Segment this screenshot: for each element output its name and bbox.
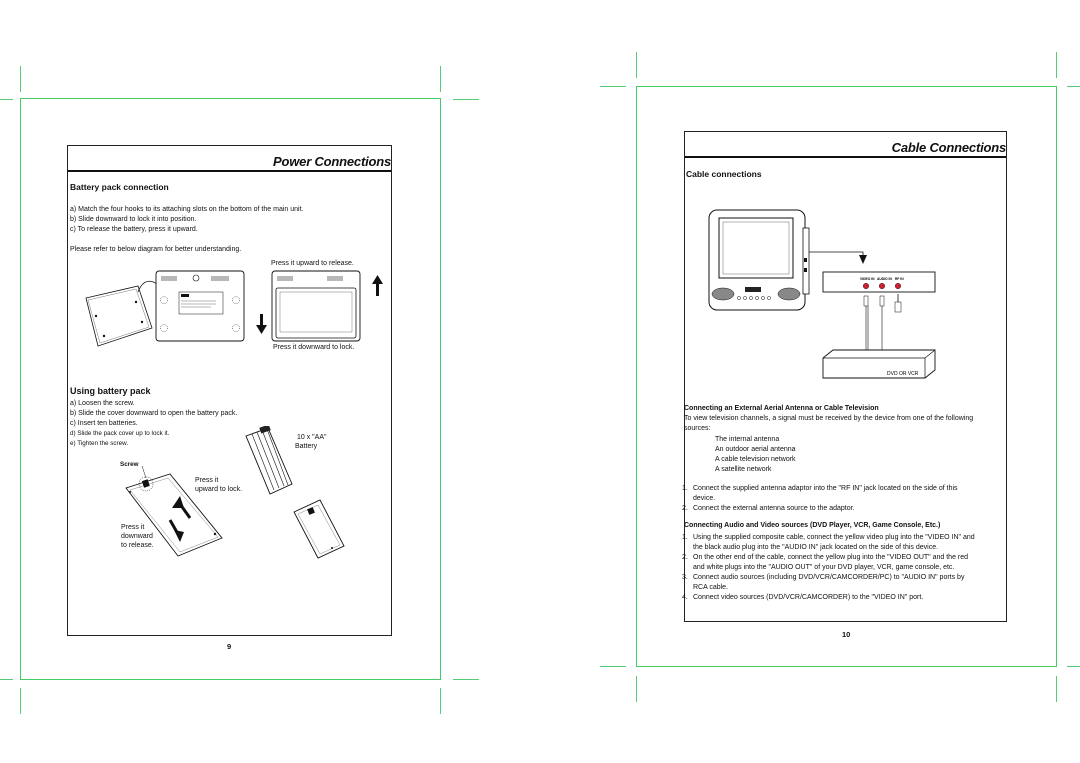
using-step: e) Tighten the screw. — [70, 440, 129, 447]
battery-step: a) Match the four hooks to its attaching slots on the bottom of the main unit. — [70, 206, 304, 213]
av-heading: Connecting Audio and Video sources (DVD Player, VCR, Game Console, Etc.) — [684, 522, 941, 529]
down-release-label: to release. — [121, 542, 154, 549]
lock-label: Press it downward to lock. — [273, 344, 355, 351]
upward-lock-label: Press it — [195, 477, 219, 484]
page-number: 9 — [227, 642, 232, 651]
cable-connection-diagram — [705, 208, 945, 384]
av-step: the black audio plug into the "AUDIO IN" jack located on the side of this device. — [693, 544, 939, 551]
battery-step: b) Slide downward to lock it into position. — [70, 216, 197, 223]
page-title: Cable Connections — [891, 140, 1006, 155]
using-step: a) Loosen the screw. — [70, 400, 135, 407]
antenna-step: Connect the supplied antenna adaptor into the "RF IN" jack located on the side of this — [693, 485, 958, 492]
source-item: A cable television network — [715, 456, 796, 463]
av-step: RCA cable. — [693, 584, 729, 591]
down-release-label: Press it — [121, 524, 145, 531]
battery-pack-diagram — [118, 426, 358, 561]
source-item: The internal antenna — [715, 436, 780, 443]
using-step: b) Slide the cover downward to open the battery pack. — [70, 410, 238, 417]
av-step-num: 1. — [682, 534, 688, 541]
av-step-num: 2. — [682, 554, 688, 561]
antenna-step-num: 1. — [682, 485, 688, 492]
av-step: Using the supplied composite cable, connect the yellow video plug into the "VIDEO IN" and — [693, 534, 975, 541]
device-label: DVD OR VCR — [887, 371, 919, 377]
jack-label: RF IN — [895, 277, 904, 281]
cable-heading: Cable connections — [686, 169, 762, 179]
batteries-label: Battery — [295, 443, 318, 450]
battery-step: c) To release the battery, press it upward. — [70, 226, 198, 233]
av-step: On the other end of the cable, connect the yellow plug into the "VIDEO OUT" and the red — [693, 554, 969, 561]
source-item: A satellite network — [715, 466, 772, 473]
av-step-num: 4. — [682, 594, 688, 601]
title-rule — [685, 156, 1006, 158]
using-step: d) Slide the pack cover up to lock it. — [70, 430, 170, 437]
upward-lock-label: upward to lock. — [195, 486, 243, 493]
av-step: and white plugs into the "AUDIO OUT" of your DVD player, VCR, game console, etc. — [693, 564, 955, 571]
battery-heading: Battery pack connection — [70, 182, 169, 192]
antenna-intro: To view television channels, a signal must be received by the device from one of the following — [684, 415, 974, 422]
page-number: 10 — [842, 630, 851, 639]
antenna-step-num: 2. — [682, 505, 688, 512]
av-step-num: 3. — [682, 574, 688, 581]
using-heading: Using battery pack — [70, 386, 151, 396]
av-step: Connect video sources (DVD/VCR/CAMCORDER) to the "VIDEO IN" port. — [693, 594, 924, 601]
left-content-panel — [67, 145, 392, 636]
antenna-step: device. — [693, 495, 716, 502]
using-step: c) Insert ten batteries. — [70, 420, 138, 427]
antenna-intro: sources: — [684, 425, 711, 432]
av-step: Connect audio sources (including DVD/VCR/CAMCORDER/PC) to "AUDIO IN" ports by — [693, 574, 965, 581]
jack-label: AUDIO IN — [877, 277, 892, 281]
battery-attach-diagram — [76, 266, 386, 348]
jack-label: VIDEO IN — [860, 277, 875, 281]
screw-label: Screw — [120, 461, 139, 468]
page-title: Power Connections — [273, 154, 391, 169]
antenna-step: Connect the external antenna source to the adaptor. — [693, 505, 855, 512]
refer-note: Please refer to below diagram for better understanding. — [70, 246, 242, 253]
antenna-heading: Connecting an External Aerial Antenna or Cable Television — [684, 405, 879, 412]
batteries-label: 10 x "AA" — [297, 434, 327, 441]
right-content-panel — [684, 131, 1007, 622]
release-label: Press it upward to release. — [271, 260, 354, 267]
title-rule — [68, 170, 391, 172]
down-release-label: downward — [121, 533, 153, 540]
source-item: An outdoor aerial antenna — [715, 446, 796, 453]
